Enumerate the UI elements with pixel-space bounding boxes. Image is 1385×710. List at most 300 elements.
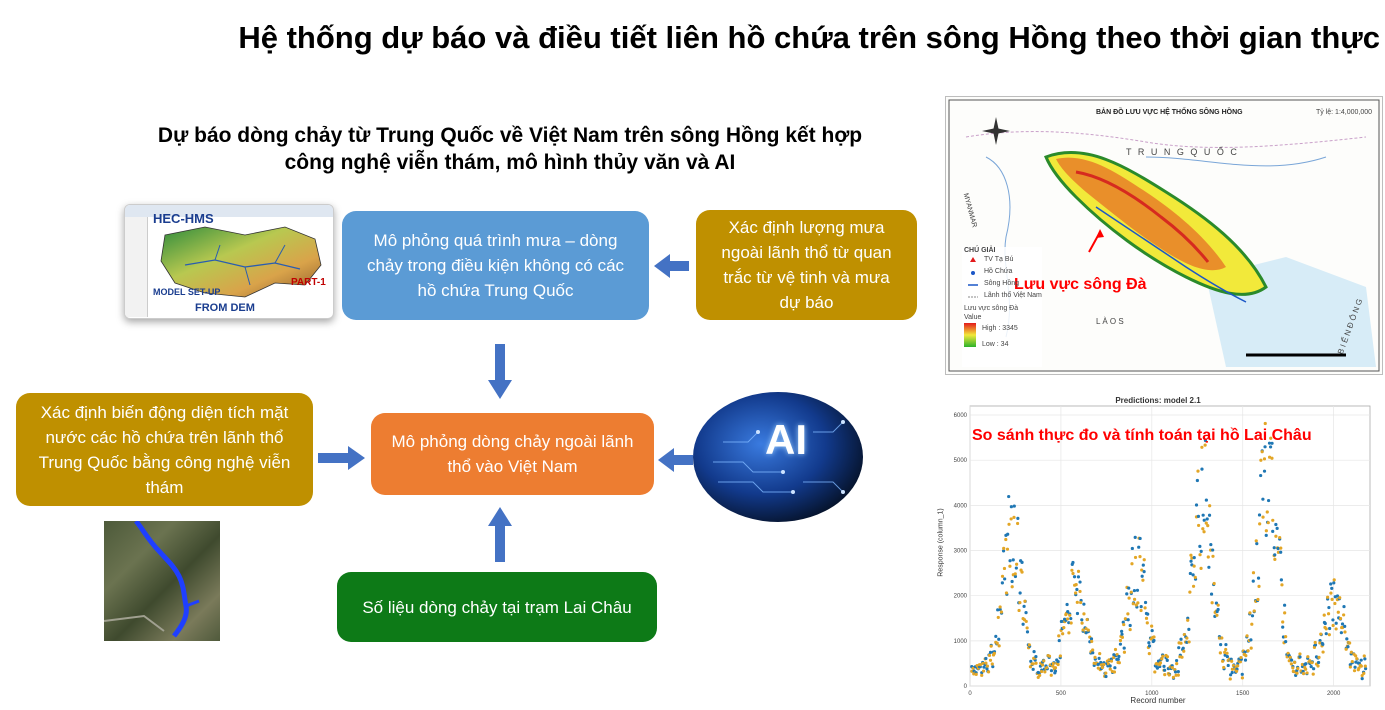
chart-point-computed — [1221, 660, 1224, 663]
chart-point-computed — [1295, 672, 1298, 675]
chart-point-computed — [1289, 656, 1292, 659]
chart-point-computed — [987, 670, 990, 673]
chart-point-observed — [1211, 548, 1214, 551]
chart-point-observed — [1032, 668, 1035, 671]
chart-point-observed — [1195, 503, 1198, 506]
chart-point-observed — [1162, 665, 1165, 668]
chart-point-computed — [1153, 670, 1156, 673]
chart-point-computed — [1215, 614, 1218, 617]
chart-point-observed — [1261, 498, 1264, 501]
chart-point-computed — [1163, 673, 1166, 676]
chart-ytick-label: 5000 — [953, 458, 967, 465]
chart-point-computed — [1145, 617, 1148, 620]
chart-point-observed — [1189, 572, 1192, 575]
chart-point-observed — [1179, 638, 1182, 641]
chart-point-computed — [1148, 652, 1151, 655]
chart-point-computed — [1132, 602, 1135, 605]
chart-point-computed — [1048, 655, 1051, 658]
chart-point-observed — [1343, 625, 1346, 628]
chart-point-computed — [1349, 665, 1352, 668]
chart-point-computed — [1198, 553, 1201, 556]
simulate-inflow-box: Mô phỏng dòng chảy ngoài lãnh thổ vào Việt Nam — [371, 413, 654, 495]
chart-point-observed — [1281, 626, 1284, 629]
chart-point-observed — [1219, 643, 1222, 646]
chart-point-computed — [1263, 457, 1266, 460]
chart-point-observed — [1120, 633, 1123, 636]
chart-point-computed — [975, 673, 978, 676]
chart-point-computed — [1122, 623, 1125, 626]
arrow-left-icon — [658, 446, 694, 474]
chart-point-computed — [1001, 575, 1004, 578]
chart-point-computed — [1082, 612, 1085, 615]
chart-point-computed — [1244, 654, 1247, 657]
chart-point-computed — [1270, 457, 1273, 460]
chart-point-computed — [1305, 671, 1308, 674]
chart-point-observed — [1082, 603, 1085, 606]
chart-point-computed — [1070, 621, 1073, 624]
page-title: Hệ thống dự báo và điều tiết liên hồ chứa trên sông Hồng theo thời gian thực — [238, 20, 1380, 55]
chart-point-computed — [1197, 524, 1200, 527]
chart-point-computed — [1304, 668, 1307, 671]
chart-point-observed — [1280, 578, 1283, 581]
chart-point-observed — [1360, 659, 1363, 662]
chart-point-computed — [1139, 609, 1142, 612]
chart-point-computed — [1333, 602, 1336, 605]
chart-point-computed — [1074, 591, 1077, 594]
chart-point-observed — [1252, 580, 1255, 583]
simulate-rain-runoff-box: Mô phỏng quá trình mưa – dòng chảy trong điều kiện không có các hồ chứa Trung Quốc — [342, 211, 649, 320]
chart-point-observed — [1080, 618, 1083, 621]
chart-point-observed — [1127, 618, 1130, 621]
chart-point-observed — [1136, 589, 1139, 592]
chart-point-observed — [1321, 643, 1324, 646]
chart-point-computed — [1253, 609, 1256, 612]
chart-point-computed — [1071, 572, 1074, 575]
chart-point-observed — [989, 651, 992, 654]
chart-point-computed — [1338, 596, 1341, 599]
chart-point-computed — [1023, 600, 1026, 603]
chart-point-computed — [1281, 620, 1284, 623]
chart-point-observed — [1317, 661, 1320, 664]
chart-point-computed — [1034, 662, 1037, 665]
chart-point-computed — [1206, 524, 1209, 527]
hec-hms-label: HEC-HMS — [153, 211, 214, 226]
chart-point-computed — [1090, 640, 1093, 643]
chart-point-computed — [1312, 673, 1315, 676]
chart-point-observed — [1198, 545, 1201, 548]
chart-point-observed — [1227, 664, 1230, 667]
map-label-sea: B I Ể N Đ Ô N G — [1335, 297, 1365, 356]
chart-point-computed — [1133, 598, 1136, 601]
chart-point-observed — [1197, 515, 1200, 518]
chart-point-computed — [1004, 538, 1007, 541]
chart-point-observed — [1010, 505, 1013, 508]
chart-point-observed — [1032, 650, 1035, 653]
chart-point-observed — [1119, 643, 1122, 646]
chart-point-observed — [1271, 530, 1274, 533]
chart-point-computed — [1038, 674, 1041, 677]
chart-point-observed — [1125, 592, 1128, 595]
subtitle-line-2: công nghệ viễn thám, mô hình thủy văn và AI — [284, 151, 736, 174]
chart-point-observed — [1007, 495, 1010, 498]
map-legend-item-1: TV Tạ Bú — [984, 256, 1014, 263]
chart-point-computed — [1068, 614, 1071, 617]
chart-point-observed — [1332, 581, 1335, 584]
chart-point-observed — [1279, 551, 1282, 554]
chart-point-observed — [1109, 664, 1112, 667]
chart-point-computed — [1016, 522, 1019, 525]
chart-point-observed — [1210, 592, 1213, 595]
chart-point-observed — [1200, 468, 1203, 471]
chart-point-observed — [1259, 474, 1262, 477]
chart-point-computed — [1230, 660, 1233, 663]
chart-point-observed — [1091, 651, 1094, 654]
chart-point-computed — [1319, 632, 1322, 635]
chart-point-observed — [1016, 517, 1019, 520]
chart-point-computed — [1138, 555, 1141, 558]
chart-point-computed — [1355, 657, 1358, 660]
chart-point-computed — [1086, 618, 1089, 621]
chart-point-observed — [1328, 627, 1331, 630]
chart-point-observed — [1147, 641, 1150, 644]
chart-point-computed — [1143, 606, 1146, 609]
chart-point-observed — [984, 657, 987, 660]
map-legend-item-2: Hồ Chứa — [984, 268, 1013, 275]
chart-point-computed — [1283, 611, 1286, 614]
chart-point-computed — [1113, 670, 1116, 673]
chart-point-observed — [1267, 499, 1270, 502]
chart-point-observed — [1137, 546, 1140, 549]
map-legend-basin: Lưu vực sông Đà — [964, 305, 1019, 312]
chart-point-computed — [1325, 627, 1328, 630]
chart-point-computed — [1025, 620, 1028, 623]
chart-point-observed — [1140, 605, 1143, 608]
chart-point-observed — [1340, 631, 1343, 634]
chart-point-computed — [1000, 610, 1003, 613]
map-callout: Lưu vực sông Đà — [1014, 276, 1147, 293]
chart-point-computed — [1245, 634, 1248, 637]
chart-point-computed — [1123, 651, 1126, 654]
chart-point-computed — [1211, 555, 1214, 558]
chart-point-computed — [1188, 640, 1191, 643]
chart-point-observed — [1026, 630, 1029, 633]
chart-point-computed — [1217, 604, 1220, 607]
chart-point-observed — [1071, 561, 1074, 564]
chart-point-computed — [1335, 627, 1338, 630]
chart-point-computed — [1310, 661, 1313, 664]
chart-point-computed — [1079, 601, 1082, 604]
chart-point-observed — [1098, 657, 1101, 660]
chart-point-computed — [1152, 635, 1155, 638]
chart-point-computed — [1261, 515, 1264, 518]
chart-point-observed — [1129, 624, 1132, 627]
chart-point-computed — [1264, 422, 1267, 425]
chart-point-computed — [998, 644, 1001, 647]
chart-point-observed — [1133, 589, 1136, 592]
chart-point-observed — [1113, 666, 1116, 669]
rainfall-estimation-box: Xác định lượng mưa ngoài lãnh thổ từ quan trắc từ vệ tinh và mưa dự báo — [696, 210, 917, 320]
chart-point-computed — [1077, 570, 1080, 573]
chart-point-computed — [1257, 585, 1260, 588]
chart-point-computed — [1110, 660, 1113, 663]
chart-point-computed — [1012, 516, 1015, 519]
chart-point-computed — [1220, 636, 1223, 639]
chart-point-computed — [1265, 529, 1268, 532]
chart-point-observed — [1335, 622, 1338, 625]
chart-point-observed — [1341, 622, 1344, 625]
chart-point-computed — [1235, 670, 1238, 673]
chart-point-computed — [984, 661, 987, 664]
chart-ylabel: Response (column_1) — [937, 508, 945, 577]
chart-ytick-label: 4000 — [953, 503, 967, 510]
chart-point-computed — [1166, 655, 1169, 658]
chart-point-observed — [1134, 536, 1137, 539]
chart-point-computed — [1141, 579, 1144, 582]
chart-point-computed — [1054, 666, 1057, 669]
chart-point-computed — [1008, 565, 1011, 568]
chart-point-observed — [1325, 632, 1328, 635]
ai-image — [693, 392, 863, 522]
chart-point-computed — [1186, 619, 1189, 622]
chart-point-computed — [1328, 633, 1331, 636]
chart-xtick-label: 1000 — [1145, 691, 1159, 697]
chart-point-observed — [1273, 553, 1276, 556]
chart-xtick-label: 500 — [1055, 691, 1066, 697]
chart-point-observed — [1345, 637, 1348, 640]
chart-point-computed — [1316, 664, 1319, 667]
chart-point-observed — [1217, 608, 1220, 611]
chart-point-computed — [1360, 665, 1363, 668]
chart-point-observed — [997, 638, 1000, 641]
chart-point-computed — [1172, 676, 1175, 679]
map-legend-title: CHÚ GIẢI — [964, 247, 996, 254]
chart-point-computed — [990, 645, 993, 648]
chart-point-computed — [1130, 591, 1133, 594]
chart-point-computed — [1146, 621, 1149, 624]
arrow-up-icon — [487, 507, 513, 563]
chart-point-computed — [1290, 662, 1293, 665]
chart-point-computed — [1327, 612, 1330, 615]
chart-point-computed — [1003, 567, 1006, 570]
map-label-china: T R U N G Q U Ố C — [1126, 147, 1239, 157]
chart-point-computed — [1121, 636, 1124, 639]
map-scale: Tỷ lệ: 1:4,000,000 — [1316, 109, 1373, 116]
chart-point-computed — [1076, 601, 1079, 604]
chart-point-observed — [1151, 629, 1154, 632]
chart-point-computed — [1317, 656, 1320, 659]
chart-point-computed — [1213, 582, 1216, 585]
chart-point-observed — [1015, 566, 1018, 569]
chart-point-computed — [1339, 617, 1342, 620]
prediction-chart — [936, 394, 1380, 706]
chart-point-computed — [1250, 623, 1253, 626]
chart-point-observed — [1078, 580, 1081, 583]
chart-point-computed — [1057, 634, 1060, 637]
chart-point-computed — [1353, 669, 1356, 672]
chart-point-computed — [1279, 547, 1282, 550]
chart-point-observed — [1057, 660, 1060, 663]
chart-point-computed — [1006, 548, 1009, 551]
chart-point-observed — [1224, 643, 1227, 646]
chart-point-computed — [1104, 672, 1107, 675]
chart-point-computed — [1078, 590, 1081, 593]
chart-point-computed — [1057, 663, 1060, 666]
chart-point-computed — [1015, 563, 1018, 566]
chart-point-observed — [1050, 669, 1053, 672]
chart-point-computed — [1239, 656, 1242, 659]
chart-point-computed — [1219, 651, 1222, 654]
chart-point-computed — [986, 665, 989, 668]
chart-point-computed — [1018, 601, 1021, 604]
chart-point-computed — [1259, 459, 1262, 462]
chart-point-computed — [982, 669, 985, 672]
chart-point-computed — [1067, 631, 1070, 634]
chart-point-observed — [1127, 586, 1130, 589]
chart-point-observed — [1255, 542, 1258, 545]
chart-point-computed — [1043, 670, 1046, 673]
chart-point-observed — [1202, 514, 1205, 517]
chart-point-computed — [1136, 601, 1139, 604]
chart-point-computed — [1266, 510, 1269, 513]
chart-point-observed — [1276, 527, 1279, 530]
chart-point-computed — [997, 616, 1000, 619]
chart-point-computed — [1293, 661, 1296, 664]
chart-point-computed — [1002, 547, 1005, 550]
arrow-right-icon — [318, 444, 366, 472]
chart-point-computed — [1207, 555, 1210, 558]
chart-point-observed — [1244, 659, 1247, 662]
chart-point-observed — [1141, 575, 1144, 578]
chart-point-observed — [1144, 601, 1147, 604]
chart-point-computed — [1042, 659, 1045, 662]
hec-setup-label: MODEL SET-UP — [153, 287, 221, 297]
chart-point-observed — [1191, 573, 1194, 576]
chart-point-observed — [1257, 577, 1260, 580]
map-legend-low: Low : 34 — [982, 341, 1009, 348]
chart-point-observed — [1175, 659, 1178, 662]
chart-point-observed — [1177, 646, 1180, 649]
chart-point-computed — [1161, 655, 1164, 658]
chart-point-observed — [1152, 639, 1155, 642]
chart-point-computed — [1284, 635, 1287, 638]
chart-point-computed — [1271, 519, 1274, 522]
chart-point-observed — [1329, 582, 1332, 585]
satellite-reservoir-image — [104, 521, 220, 641]
lai-chau-data-box: Số liệu dòng chảy tại trạm Lai Châu — [337, 572, 657, 642]
chart-point-observed — [1011, 580, 1014, 583]
chart-point-computed — [1182, 650, 1185, 653]
chart-point-observed — [1265, 534, 1268, 537]
chart-point-observed — [1182, 647, 1185, 650]
chart-point-computed — [999, 605, 1002, 608]
chart-point-computed — [1224, 648, 1227, 651]
chart-point-computed — [1159, 661, 1162, 664]
chart-point-computed — [996, 642, 999, 645]
chart-point-computed — [1059, 654, 1062, 657]
chart-point-observed — [1012, 558, 1015, 561]
chart-point-computed — [1101, 666, 1104, 669]
chart-point-computed — [1114, 648, 1117, 651]
chart-point-computed — [1258, 522, 1261, 525]
chart-point-computed — [1041, 663, 1044, 666]
chart-point-observed — [1142, 564, 1145, 567]
chart-xlabel: Record number — [1130, 696, 1186, 705]
chart-xtick-label: 0 — [968, 691, 972, 697]
chart-point-computed — [1129, 628, 1132, 631]
chart-point-computed — [1306, 655, 1309, 658]
chart-point-computed — [1150, 625, 1153, 628]
chart-point-computed — [1052, 662, 1055, 665]
chart-point-computed — [1202, 530, 1205, 533]
chart-point-computed — [1278, 536, 1281, 539]
chart-point-computed — [1087, 629, 1090, 632]
chart-point-computed — [1199, 567, 1202, 570]
chart-point-observed — [1342, 605, 1345, 608]
chart-point-observed — [1361, 677, 1364, 680]
chart-point-observed — [1163, 669, 1166, 672]
chart-point-computed — [1342, 613, 1345, 616]
chart-point-computed — [1050, 674, 1053, 677]
chart-point-computed — [1211, 601, 1214, 604]
chart-point-computed — [993, 652, 996, 655]
chart-point-observed — [1006, 533, 1009, 536]
chart-point-computed — [1177, 674, 1180, 677]
chart-point-computed — [1192, 585, 1195, 588]
chart-point-observed — [1131, 547, 1134, 550]
chart-point-computed — [1180, 656, 1183, 659]
chart-point-computed — [1332, 624, 1335, 627]
chart-point-observed — [1024, 611, 1027, 614]
chart-ytick-label: 1000 — [953, 638, 967, 645]
chart-point-observed — [1331, 618, 1334, 621]
chart-point-computed — [1188, 591, 1191, 594]
chart-point-computed — [1256, 598, 1259, 601]
chart-point-computed — [1364, 664, 1367, 667]
chart-point-computed — [1091, 648, 1094, 651]
map-label-myanmar: MYANMAR — [961, 192, 978, 229]
chart-point-observed — [1283, 604, 1286, 607]
chart-point-computed — [1362, 672, 1365, 675]
map-legend-high: High : 3345 — [982, 325, 1018, 332]
chart-point-observed — [1346, 645, 1349, 648]
chart-point-observed — [1209, 543, 1212, 546]
chart-annotation: So sánh thực đo và tính toán tại hồ Lai Châu — [972, 427, 1312, 444]
chart-point-computed — [1075, 583, 1078, 586]
chart-point-computed — [1274, 535, 1277, 538]
chart-point-computed — [1241, 676, 1244, 679]
chart-point-observed — [1263, 445, 1266, 448]
chart-point-observed — [1143, 570, 1146, 573]
chart-point-observed — [1241, 673, 1244, 676]
chart-point-computed — [1028, 643, 1031, 646]
chart-point-computed — [1351, 660, 1354, 663]
chart-point-observed — [1073, 575, 1076, 578]
chart-point-observed — [1263, 470, 1266, 473]
chart-point-computed — [1014, 572, 1017, 575]
chart-point-computed — [1062, 626, 1065, 629]
chart-point-observed — [1054, 670, 1057, 673]
chart-point-computed — [1143, 558, 1146, 561]
chart-point-computed — [1130, 562, 1133, 565]
chart-point-observed — [1258, 513, 1261, 516]
chart-point-observed — [1196, 479, 1199, 482]
chart-point-observed — [1226, 655, 1229, 658]
chart-point-computed — [1201, 527, 1204, 530]
chart-point-computed — [1291, 666, 1294, 669]
chart-point-observed — [1208, 514, 1211, 517]
chart-point-computed — [988, 654, 991, 657]
chart-point-observed — [1120, 630, 1123, 633]
